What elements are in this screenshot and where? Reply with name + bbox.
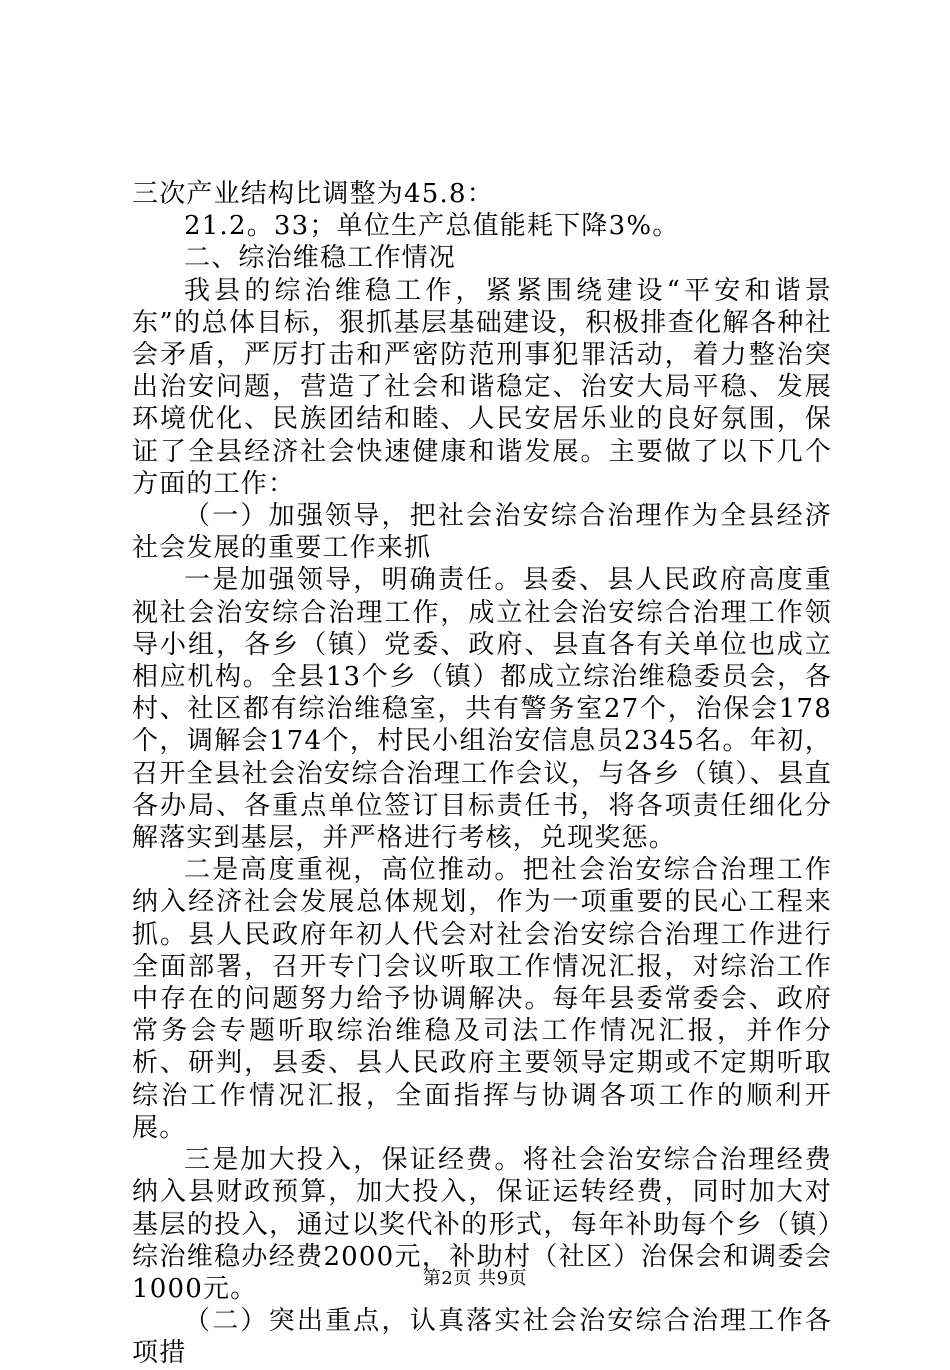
section-heading: 二、综治维稳工作情况 — [184, 243, 457, 274]
paragraph-continuation-2: 21.2。33；单位生产总值能耗下降3%。 — [184, 211, 680, 242]
paragraph-continuation: 三次产业结构比调整为45.8： — [132, 179, 494, 209]
subsection-heading-1: （一）加强领导，把社会治安综合治理作为全县经济社会发展的重要工作来抓 — [132, 501, 832, 564]
document-body — [132, 178, 832, 1370]
paragraph-point-3: 三是加大投入，保证经费。将社会治安综合治理经费纳入县财政预算，加大投入，保证运转经费，同时加大对基层的投入，通过以奖代补的形式，每年补助每个乡（镇）综治维稳办经费2000元，补助村（社区）治保会和调委会1000元。 — [132, 1145, 832, 1304]
paragraph-point-1: 一是加强领导，明确责任。县委、县人民政府高度重视社会治安综合治理工作，成立社会治安综合治理工作领导小组，各乡（镇）党委、政府、县直各有关单位也成立相应机构。全县13个乡（镇）都成立综治维稳委员会，各村、社区都有综治维稳室，共有警务室27个，治保会178个，调解会174个，村民小组治安信息员2345名。年初，召开全县社会治安综合治理工作会议，与各乡（镇）、县直各办局、各重点单位签订目标责任书，将各项责任细化分解落实到基层，并严格进行考核，兑现奖惩。 — [132, 565, 832, 854]
subsection-heading-2: （二）突出重点，认真落实社会治安综合治理工作各项措 — [132, 1306, 832, 1369]
paragraph-point-2: 二是高度重视，高位推动。把社会治安综合治理工作纳入经济社会发展总体规划，作为一项重要的民心工程来抓。县人民政府年初人代会对社会治安综合治理工作进行全面部署，召开专门会议听取工作情况汇报，对综治工作中存在的问题努力给予协调解决。每年县委常委会、政府常务会专题听取综治维稳及司法工作情况汇报，并作分析、研判，县委、县人民政府主要领导定期或不定期听取综治工作情况汇报，全面指挥与协调各项工作的顺利开展。 — [132, 855, 832, 1143]
page-footer: 第2页 共9页 — [422, 1268, 528, 1289]
paragraph-intro: 我县的综治维稳工作，紧紧围绕建设“平安和谐景东”的总体目标，狠抓基层基础建设，积极排查化解各种社会矛盾，严厉打击和严密防范刑事犯罪活动，着力整治突出治安问题，营造了社会和谐稳定、治安大局平稳、发展环境优化、民族团结和睦、人民安居乐业的良好氛围，保证了全县经济社会快速健康和谐发展。主要做了以下几个方面的工作： — [132, 275, 832, 499]
